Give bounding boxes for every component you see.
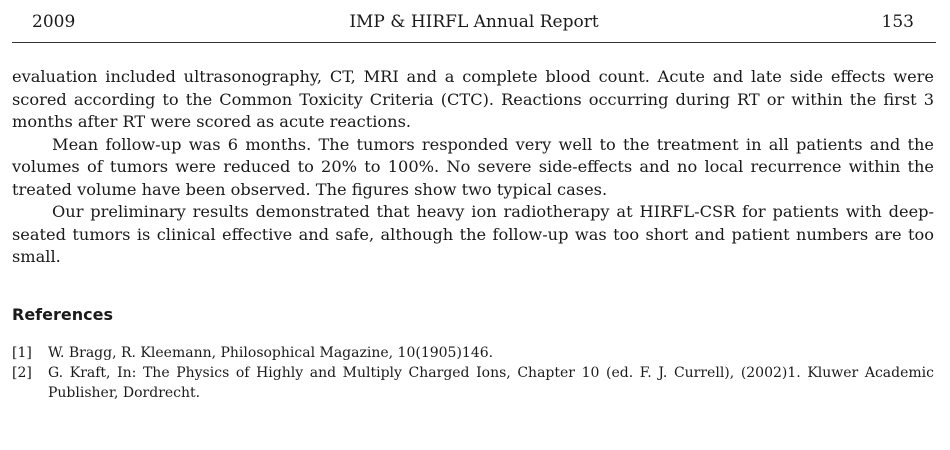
header-year: 2009 — [32, 12, 76, 32]
page-header — [12, 0, 936, 43]
reference-number: [1] — [12, 345, 32, 361]
paragraph-3: Our preliminary results demonstrated that heavy ion radiotherapy at HIRFL-CSR for patients with deep-seated tumors is clinical effective and safe, although the follow-up was too short and patient numbers are too small. — [12, 202, 934, 266]
reference-text: G. Kraft, In: The Physics of Highly and Multiply Charged Ions, Chapter 10 (ed. F. J. Currell), (2002)1. Kluwer Academic Publisher, Dordrecht. — [48, 365, 934, 401]
references-heading: References — [12, 305, 113, 324]
header-title: IMP & HIRFL Annual Report — [349, 12, 599, 32]
paragraph-1: evaluation included ultrasonography, CT, MRI and a complete blood count. Acute and late side effects were scored according to the Common Toxicity Criteria (CTC). Reactions occurring during RT or within the first 3 months after RT were scored as acute reactions. — [12, 67, 934, 131]
page-number: 153 — [881, 12, 914, 32]
reference-number: [2] — [12, 365, 32, 381]
reference-item — [12, 363, 934, 403]
reference-text: W. Bragg, R. Kleemann, Philosophical Magazine, 10(1905)146. — [48, 345, 494, 361]
body-text — [12, 66, 934, 269]
paragraph-2: Mean follow-up was 6 months. The tumors responded very well to the treatment in all patients and the volumes of tumors were reduced to 20% to 100%. No severe side-effects and no local recurrence within the treated volume have been observed. The figures show two typical cases. — [12, 134, 934, 199]
reference-list — [12, 343, 934, 403]
reference-item — [12, 343, 934, 363]
